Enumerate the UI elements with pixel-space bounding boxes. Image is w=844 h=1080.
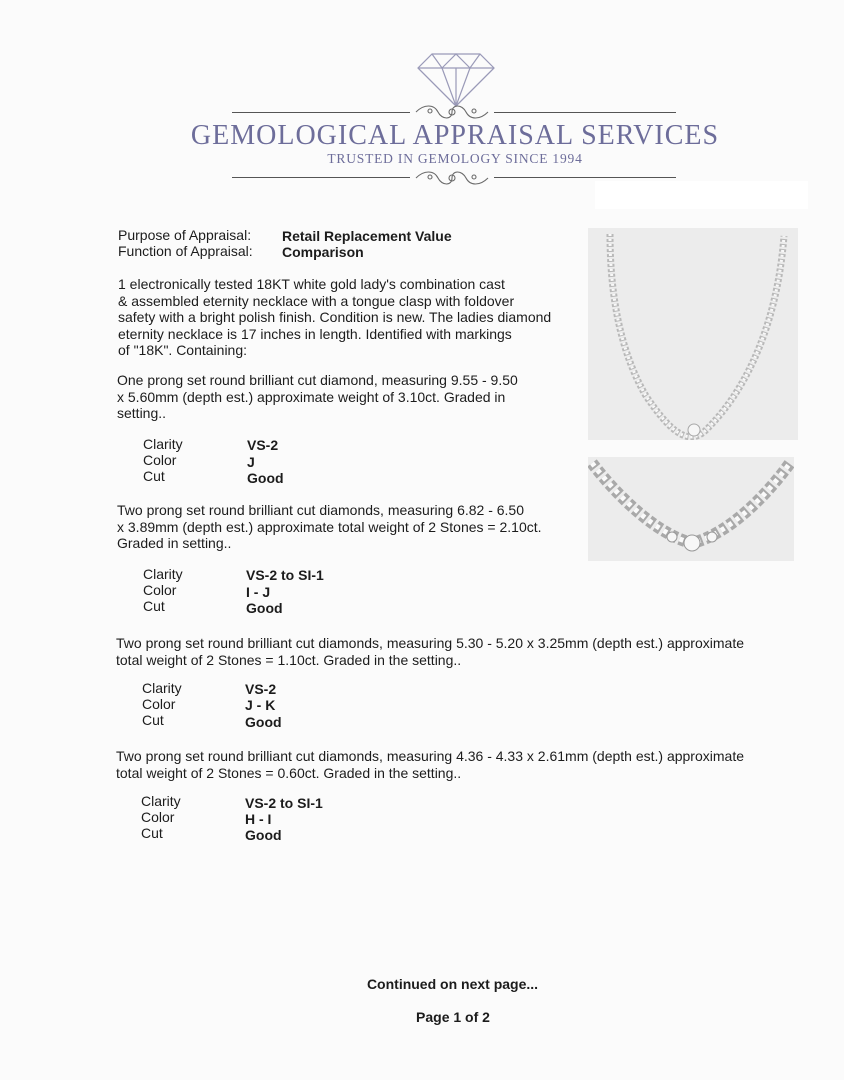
clarity-label: Clarity xyxy=(142,680,182,696)
stone-description xyxy=(117,502,542,552)
purpose-label: Purpose of Appraisal: xyxy=(118,227,252,243)
header-rule-bottom-right xyxy=(494,177,676,178)
header-rule-top-left xyxy=(232,112,410,113)
company-tagline: TRUSTED IN GEMOLOGY SINCE 1994 xyxy=(327,151,583,166)
stone-description-line: Two prong set round brilliant cut diamonds, measuring 6.82 - 6.50 xyxy=(117,502,525,518)
color-label: Color xyxy=(141,809,175,825)
stone-description-line: Graded in setting.. xyxy=(117,535,232,551)
stone-description-line: total weight of 2 Stones = 1.10ct. Graded in the setting.. xyxy=(116,651,462,668)
clarity-value: VS-2 xyxy=(245,681,277,697)
stone-description-line: x 5.60mm (depth est.) approximate weight of 3.10ct. Graded in xyxy=(117,388,506,405)
description-line: of "18K". Containing: xyxy=(118,342,248,358)
header-rule-bottom-left xyxy=(232,177,410,178)
stone-description-line: One prong set round brilliant cut diamond, measuring 9.55 - 9.50 xyxy=(117,372,518,388)
stone-description-line: setting.. xyxy=(117,405,167,421)
color-label: Color xyxy=(143,452,177,468)
ornament-icon xyxy=(412,102,492,122)
diamond-icon xyxy=(414,48,498,108)
company-name: GEMOLOGICAL APPRAISAL SERVICES xyxy=(190,120,720,151)
stone-description-line: x 3.89mm (depth est.) approximate total weight of 2 Stones = 2.10ct. xyxy=(117,518,542,535)
necklace-photo-full xyxy=(588,228,798,440)
cut-label: Cut xyxy=(143,598,165,614)
clarity-value: VS-2 to SI-1 xyxy=(246,567,324,583)
cut-value: Good xyxy=(245,714,282,730)
cut-label: Cut xyxy=(143,468,165,484)
stone-description xyxy=(116,748,744,781)
clarity-value: VS-2 to SI-1 xyxy=(245,795,323,811)
function-label: Function of Appraisal: xyxy=(118,243,253,259)
page-number: Page 1 of 2 xyxy=(416,1009,490,1025)
clarity-label: Clarity xyxy=(141,793,181,809)
color-label: Color xyxy=(143,582,177,598)
item-description xyxy=(118,276,551,359)
stone-description-line: Two prong set round brilliant cut diamonds, measuring 4.36 - 4.33 x 2.61mm (depth est.) approximate xyxy=(116,748,744,764)
cut-value: Good xyxy=(245,827,282,843)
stone-description xyxy=(117,372,518,422)
necklace-photo-closeup xyxy=(588,457,794,561)
stone-description-line: Two prong set round brilliant cut diamonds, measuring 5.30 - 5.20 x 3.25mm (depth est.) approximate xyxy=(116,635,744,651)
cut-value: Good xyxy=(247,470,284,486)
stone-description xyxy=(116,635,744,668)
redaction-box xyxy=(595,181,808,209)
ornament-icon xyxy=(412,168,492,188)
continued-note: Continued on next page... xyxy=(366,976,539,992)
clarity-label: Clarity xyxy=(143,436,183,452)
color-value: H - I xyxy=(245,811,272,827)
clarity-value: VS-2 xyxy=(247,437,279,453)
header-rule-top-right xyxy=(494,112,676,113)
cut-value: Good xyxy=(246,600,283,616)
stone-description-line: total weight of 2 Stones = 0.60ct. Graded in the setting.. xyxy=(116,764,462,781)
description-line: & assembled eternity necklace with a tongue clasp with foldover xyxy=(118,292,515,309)
color-value: I - J xyxy=(246,584,271,600)
color-label: Color xyxy=(142,696,176,712)
function-value: Comparison xyxy=(282,244,364,260)
clarity-label: Clarity xyxy=(143,566,183,582)
color-value: J xyxy=(247,454,255,470)
description-line: eternity necklace is 17 inches in length. Identified with markings xyxy=(118,325,512,342)
cut-label: Cut xyxy=(142,712,164,728)
purpose-value: Retail Replacement Value xyxy=(282,228,452,244)
description-line: safety with a bright polish finish. Condition is new. The ladies diamond xyxy=(118,309,552,325)
color-value: J - K xyxy=(245,697,276,713)
description-line: 1 electronically tested 18KT white gold lady's combination cast xyxy=(118,276,505,292)
cut-label: Cut xyxy=(141,825,163,841)
